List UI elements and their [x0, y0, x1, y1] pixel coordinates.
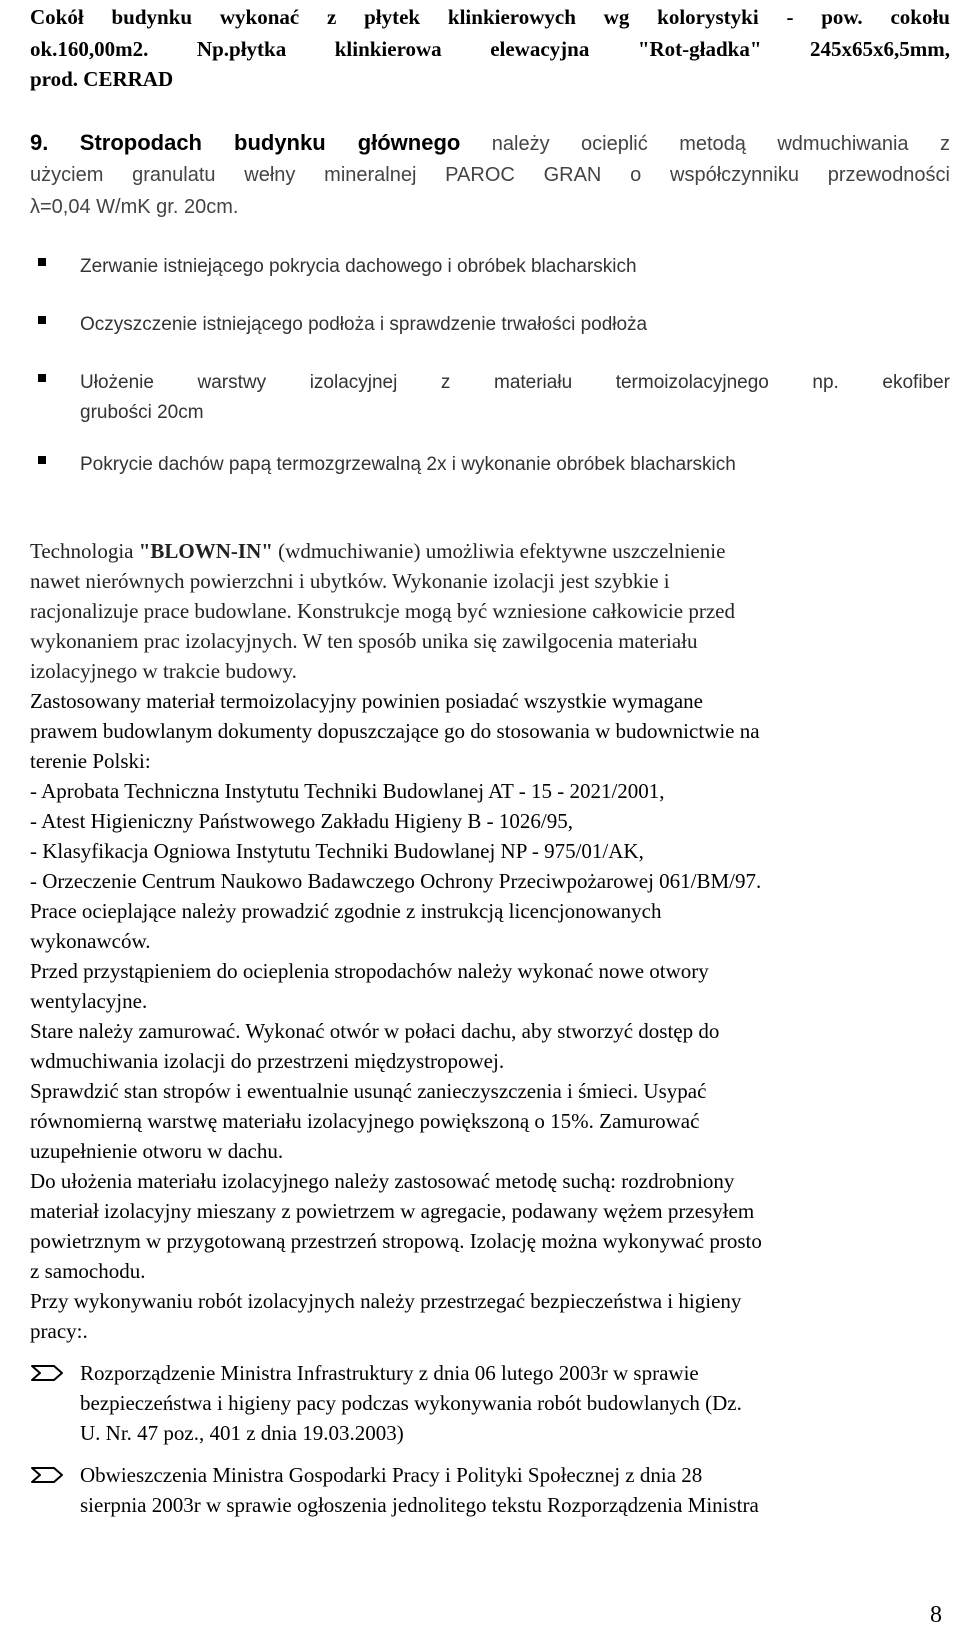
technology-line-1	[30, 536, 950, 566]
body-line: - Klasyfikacja Ogniowa Instytutu Techniki Budowlanej NP - 975/01/AK,	[30, 839, 644, 863]
body-line: powietrznym w przygotowaną przestrzeń stropową. Izolację można wykonywać prosto	[30, 1229, 762, 1253]
body-line: Przy wykonywaniu robót izolacyjnych należy przestrzegać bezpieczeństwa i higieny	[30, 1289, 742, 1313]
technology-line-2: nawet nierównych powierzchni i ubytków. Wykonanie izolacji jest szybkie i	[30, 569, 670, 593]
section-9-line-1	[30, 128, 950, 159]
technology-prefix: Technologia	[30, 539, 139, 563]
arrow-item-1-line-2: bezpieczeństwa i higieny pacy podczas wykonywania robót budowlanych (Dz.	[80, 1391, 742, 1415]
body-line: Zastosowany materiał termoizolacyjny powinien posiadać wszystkie wymagane	[30, 689, 703, 713]
section-heading: Stropodach budynku głównego	[79, 130, 461, 155]
bullet-4: Pokrycie dachów papą termozgrzewalną 2x i wykonanie obróbek blacharskich	[80, 454, 736, 475]
section-9-line-1-rest: należy ocieplić metodą wdmuchiwania z	[491, 133, 950, 155]
body-line: Do ułożenia materiału izolacyjnego należy zastosować metodę suchą: rozdrobniony	[30, 1169, 735, 1193]
page-number: 8	[930, 1602, 942, 1628]
body-line: Sprawdzić stan stropów i ewentualnie usunąć zanieczyszczenia i śmieci. Usypać	[30, 1079, 707, 1103]
body-line: Stare należy zamurować. Wykonać otwór w połaci dachu, aby stworzyć dostęp do	[30, 1019, 720, 1043]
bullet-3-line-2: grubości 20cm	[80, 402, 204, 423]
top-line-3: prod. CERRAD	[30, 67, 174, 91]
body-line: materiał izolacyjny mieszany z powietrzem w agregacie, podawany wężem przesyłem	[30, 1199, 755, 1223]
technology-name: "BLOWN-IN"	[138, 539, 273, 563]
body-line: uzupełnienie otworu w dachu.	[30, 1139, 284, 1163]
body-line: Przed przystąpieniem do ocieplenia stropodachów należy wykonać nowe otwory	[30, 959, 709, 983]
body-line: pracy:.	[30, 1319, 88, 1343]
body-line: wentylacyjne.	[30, 989, 148, 1013]
square-bullet-icon	[38, 374, 46, 382]
body-line: wdmuchiwania izolacji do przestrzeni międzystropowej.	[30, 1049, 505, 1073]
bullet-1: Zerwanie istniejącego pokrycia dachowego i obróbek blacharskich	[80, 256, 637, 277]
section-number: 9.	[30, 130, 49, 155]
section-9-line-3: λ=0,04 W/mK gr. 20cm.	[30, 196, 239, 218]
body-line: prawem budowlanym dokumenty dopuszczające go do stosowania w budownictwie na	[30, 719, 760, 743]
body-line: - Aprobata Techniczna Instytutu Techniki Budowlanej AT - 15 - 2021/2001,	[30, 779, 665, 803]
square-bullet-icon	[38, 258, 46, 266]
bullet-3-line-1: Ułożenie warstwy izolacyjnej z materiału termoizolacyjnego np. ekofiber	[80, 372, 950, 393]
body-line: - Orzeczenie Centrum Naukowo Badawczego Ochrony Przeciwpożarowej 061/BM/97.	[30, 869, 762, 893]
arrow-item-1-line-1: Rozporządzenie Ministra Infrastruktury z dnia 06 lutego 2003r w sprawie	[80, 1361, 699, 1385]
technology-line-4: wykonaniem prac izolacyjnych. W ten sposób unika się zawilgocenia materiału	[30, 629, 698, 653]
body-line: wykonawców.	[30, 929, 151, 953]
section-9-line-2: użyciem granulatu wełny mineralnej PAROC GRAN o współczynniku przewodności	[30, 164, 950, 186]
arrow-item-2-line-1: Obwieszczenia Ministra Gospodarki Pracy i Polityki Społecznej z dnia 28	[80, 1463, 703, 1487]
top-line-2: ok.160,00m2. Np.płytka klinkierowa elewacyjna "Rot-gładka" 245x65x6,5mm,	[30, 37, 950, 61]
arrow-item-2-line-2: sierpnia 2003r w sprawie ogłoszenia jednolitego tekstu Rozporządzenia Ministra	[80, 1493, 759, 1517]
body-line: Prace ocieplające należy prowadzić zgodnie z instrukcją licencjonowanych	[30, 899, 662, 923]
square-bullet-icon	[38, 316, 46, 324]
body-line: równomierną warstwę materiału izolacyjnego powiększoną o 15%. Zamurować	[30, 1109, 700, 1133]
body-line: - Atest Higieniczny Państwowego Zakładu Higieny B - 1026/95,	[30, 809, 573, 833]
top-line-1: Cokół budynku wykonać z płytek klinkierowych wg kolorystyki - pow. cokołu	[30, 5, 950, 29]
arrow-bullet-icon	[30, 1362, 64, 1384]
arrow-bullet-icon	[30, 1464, 64, 1486]
body-line: z samochodu.	[30, 1259, 146, 1283]
body-line: terenie Polski:	[30, 749, 151, 773]
technology-line-3: racjonalizuje prace budowlane. Konstrukcje mogą być wzniesione całkowicie przed	[30, 599, 735, 623]
technology-line-5: izolacyjnego w trakcie budowy.	[30, 659, 297, 683]
arrow-item-1-line-3: U. Nr. 47 poz., 401 z dnia 19.03.2003)	[80, 1421, 404, 1445]
square-bullet-icon	[38, 456, 46, 464]
technology-line-1-rest: (wdmuchiwanie) umożliwia efektywne uszczelnienie	[272, 539, 726, 563]
bullet-2: Oczyszczenie istniejącego podłoża i sprawdzenie trwałości podłoża	[80, 314, 648, 335]
